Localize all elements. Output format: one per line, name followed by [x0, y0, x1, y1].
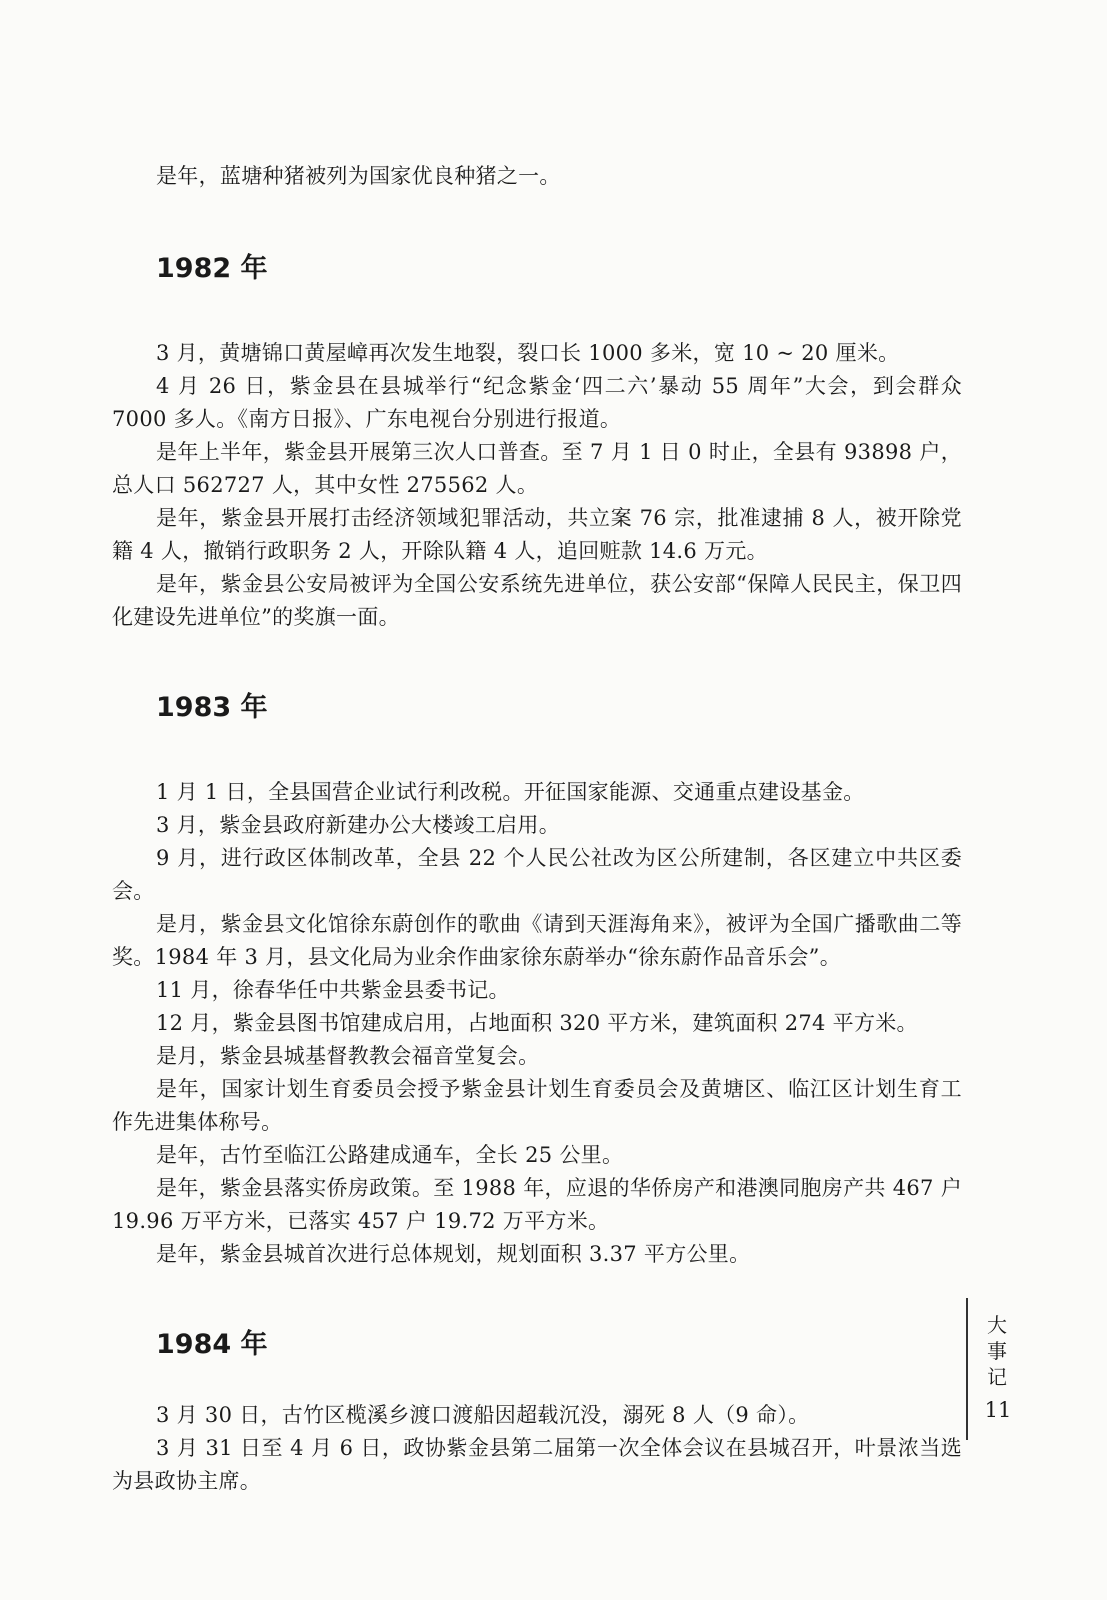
- entry-paragraph: 是月，紫金县文化馆徐东蔚创作的歌曲《请到天涯海角来》，被评为全国广播歌曲二等奖。1984 年 3 月，县文化局为业余作曲家徐东蔚举办“徐东蔚作品音乐会”。: [112, 912, 962, 969]
- entry-paragraph: 12 月，紫金县图书馆建成启用，占地面积 320 平方米，建筑面积 274 平方米。: [156, 1011, 918, 1035]
- entry-paragraph: 11 月，徐春华任中共紫金县委书记。: [156, 978, 510, 1002]
- entry-paragraph: 3 月，黄塘锦口黄屋嶂再次发生地裂，裂口长 1000 多米，宽 10 ~ 20 厘米。: [156, 341, 900, 365]
- entry-paragraph: 9 月，进行政区体制改革，全县 22 个人民公社改为区公所建制，各区建立中共区委会。: [112, 846, 962, 903]
- margin-divider: [966, 1298, 968, 1440]
- entry-paragraph: 1 月 1 日，全县国营企业试行利改税。开征国家能源、交通重点建设基金。: [156, 780, 865, 804]
- page-number: 11: [984, 1398, 1012, 1422]
- year-heading: 1982 年: [156, 253, 268, 284]
- chapter-label: 大事记: [987, 1313, 1007, 1389]
- entry-paragraph: 是年，紫金县落实侨房政策。至 1988 年，应退的华侨房产和港澳同胞房产共 467 户 19.96 万平方米，已落实 457 户 19.72 万平方米。: [112, 1176, 962, 1233]
- section-1984: [112, 1325, 962, 1498]
- entry-paragraph: 是月，紫金县城基督教教会福音堂复会。: [156, 1044, 540, 1068]
- entry-paragraph: 是年，国家计划生育委员会授予紫金县计划生育委员会及黄塘区、临江区计划生育工作先进集体称号。: [112, 1077, 962, 1134]
- section-1982: [112, 249, 962, 634]
- lead-paragraph: 是年，蓝塘种猪被列为国家优良种猪之一。: [156, 164, 561, 188]
- entry-paragraph: 3 月 30 日，古竹区榄溪乡渡口渡船因超载沉没，溺死 8 人（9 命）。: [156, 1403, 810, 1427]
- year-heading: 1983 年: [156, 692, 268, 723]
- entry-paragraph: 3 月 31 日至 4 月 6 日，政协紫金县第二届第一次全体会议在县城召开，叶景浓当选为县政协主席。: [112, 1436, 962, 1493]
- entry-paragraph: 是年上半年，紫金县开展第三次人口普查。至 7 月 1 日 0 时止，全县有 93898 户，总人口 562727 人，其中女性 275562 人。: [112, 440, 962, 497]
- page-body: [112, 160, 962, 1552]
- entry-paragraph: 是年，紫金县公安局被评为全国公安系统先进单位，获公安部“保障人民民主，保卫四化建设先进单位”的奖旗一面。: [112, 572, 962, 629]
- entry-paragraph: 3 月，紫金县政府新建办公大楼竣工启用。: [156, 813, 561, 837]
- entry-paragraph: 4 月 26 日，紫金县在县城举行“纪念紫金‘四二六’暴动 55 周年”大会，到会群众 7000 多人。《南方日报》、广东电视台分别进行报道。: [112, 374, 962, 431]
- entry-paragraph: 是年，紫金县城首次进行总体规划，规划面积 3.37 平方公里。: [156, 1242, 751, 1266]
- entry-paragraph: 是年，紫金县开展打击经济领域犯罪活动，共立案 76 宗，批准逮捕 8 人，被开除党籍 4 人，撤销行政职务 2 人，开除队籍 4 人，追回赃款 14.6 万元。: [112, 506, 962, 563]
- entry-paragraph: 是年，古竹至临江公路建成通车，全长 25 公里。: [156, 1143, 624, 1167]
- year-heading: 1984 年: [156, 1329, 268, 1360]
- section-1983: [112, 688, 962, 1271]
